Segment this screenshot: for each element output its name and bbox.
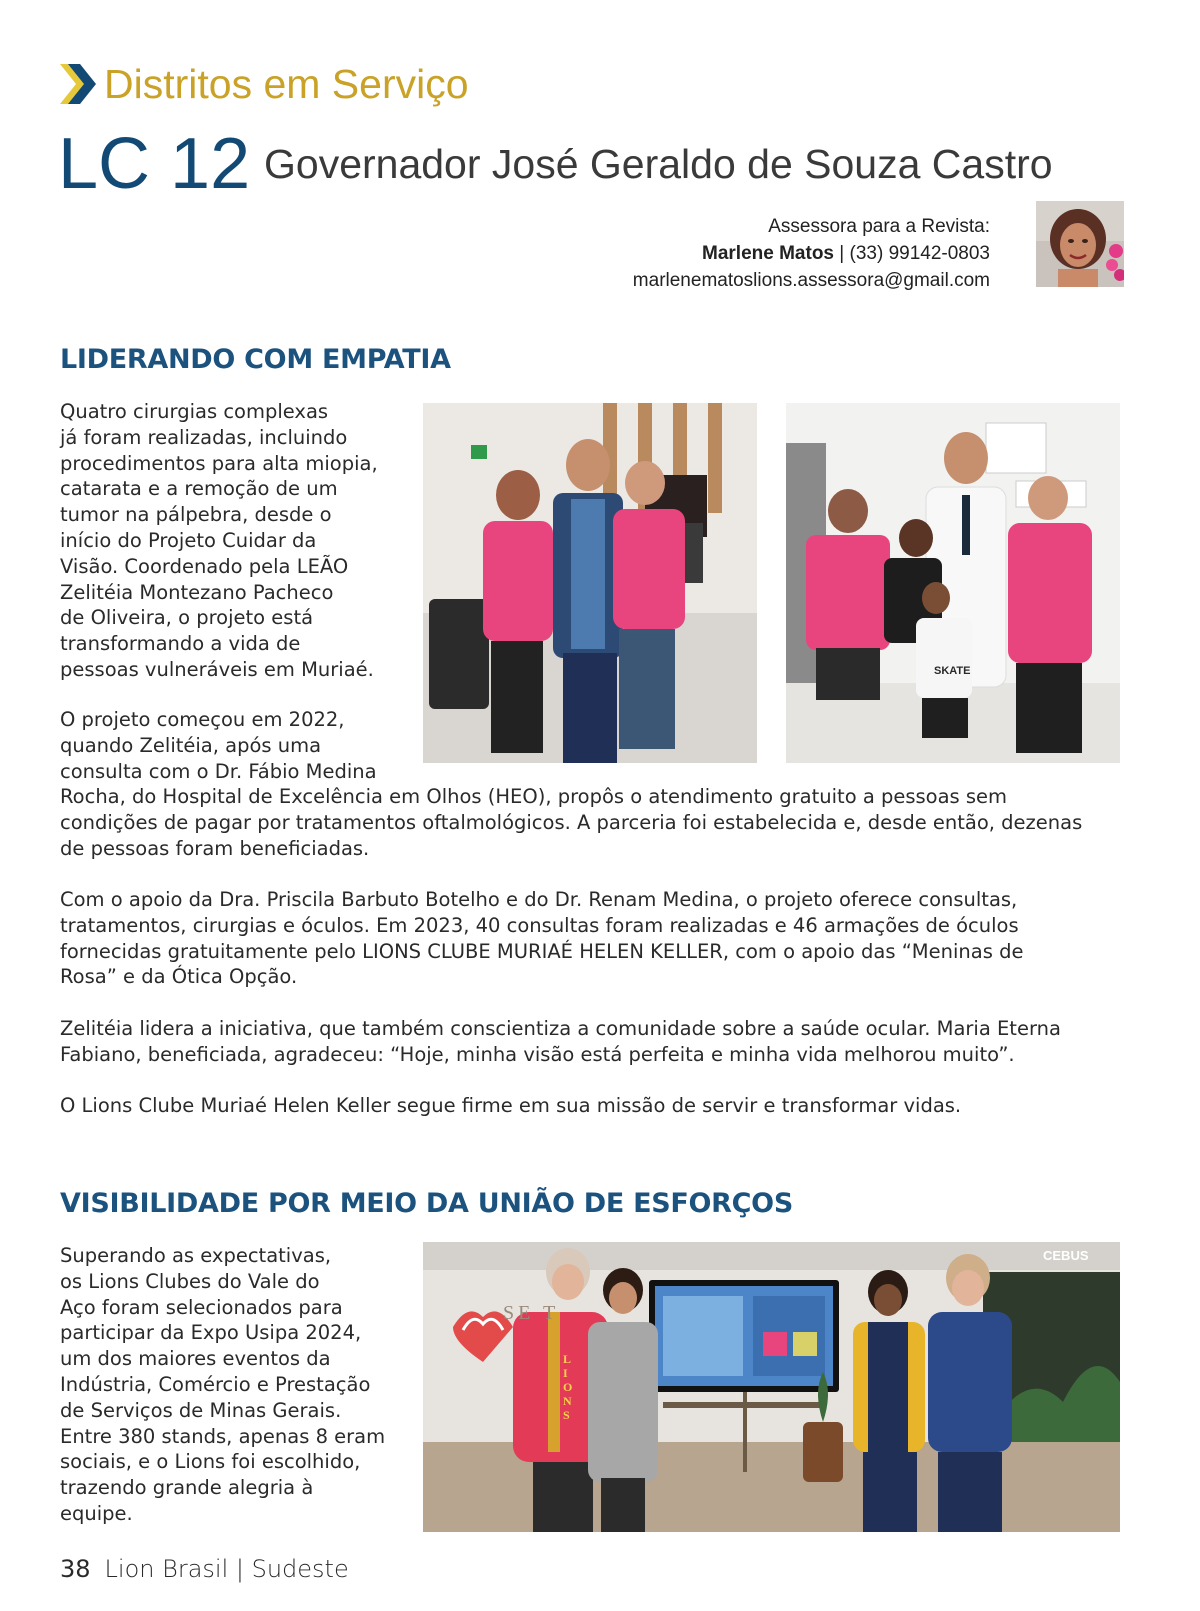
- text-line: Indústria, Comércio e Prestação: [60, 1372, 371, 1396]
- text-line: transformando a vida de: [60, 632, 301, 656]
- avatar: [1036, 201, 1124, 287]
- section-title: Distritos em Serviço: [104, 60, 469, 107]
- text-line: fornecidas gratuitamente pelo LIONS CLUBE MURIAÉ HELEN KELLER, com o apoio das “Meninas de: [60, 939, 1024, 963]
- text-line: já foram realizadas, incluindo: [60, 425, 348, 449]
- text-line: trazendo grande alegria à: [60, 1476, 314, 1500]
- article1-para2-end: [60, 784, 1140, 861]
- article2-para1: [60, 1243, 405, 1527]
- text-line: tumor na pálpebra, desde o: [60, 503, 332, 527]
- text-line: participar da Expo Usipa 2024,: [60, 1321, 362, 1345]
- contact-email[interactable]: marlenematoslions.assessora@gmail.com: [632, 270, 990, 291]
- article1-para2-start: [60, 707, 420, 784]
- text-line: Entre 380 stands, apenas 8 eram: [60, 1424, 386, 1448]
- text-line: de Oliveira, o projeto está: [60, 606, 314, 630]
- article1-para3: [60, 887, 1140, 990]
- article1-heading: LIDERANDO COM EMPATIA: [60, 344, 451, 375]
- contact-separator: |: [834, 243, 850, 264]
- photo-doctor-patients: [786, 403, 1120, 763]
- district-code: LC 12: [58, 124, 251, 204]
- text-line: um dos maiores eventos da: [60, 1347, 331, 1371]
- text-line: início do Projeto Cuidar da: [60, 528, 317, 552]
- contact-role: Assessora para a Revista:: [768, 216, 990, 237]
- article1-para5: [60, 1093, 1140, 1119]
- text-line: sociais, e o Lions foi escolhido,: [60, 1450, 361, 1474]
- contact-line: [633, 240, 990, 267]
- text-line: Quatro cirurgias complexas: [60, 400, 329, 423]
- governor-name: Governador José Geraldo de Souza Castro: [264, 141, 1053, 187]
- page-number: 38: [60, 1555, 91, 1583]
- text-line: condições de pagar por tratamentos oftalmológicos. A parceria foi estabelecida e, desde então, dezenas: [60, 810, 1083, 834]
- text-line: Rosa” e da Ótica Opção.: [60, 965, 298, 989]
- text-line: de Serviços de Minas Gerais.: [60, 1398, 342, 1422]
- section-header: [60, 58, 469, 110]
- text-line: catarata e a remoção de um: [60, 477, 338, 501]
- text-line: O projeto começou em 2022,: [60, 708, 345, 731]
- text-line: pessoas vulneráveis em Muriaé.: [60, 657, 374, 681]
- text-line: tratamentos, cirurgias e óculos. Em 2023, 40 consultas foram realizadas e 46 armações de óculos: [60, 913, 1019, 937]
- text-line: Superando as expectativas,: [60, 1244, 332, 1267]
- text-line: procedimentos para alta miopia,: [60, 451, 378, 475]
- photo-clinic-group: [423, 403, 757, 763]
- lions-sash-text: LIONS: [563, 1352, 573, 1422]
- text-line: Com o apoio da Dra. Priscila Barbuto Botelho e do Dr. Renam Medina, o projeto oferece consultas,: [60, 888, 1018, 911]
- text-line: quando Zelitéia, após uma: [60, 733, 322, 757]
- booth-sign: SE T: [503, 1302, 560, 1324]
- text-line: Fabiano, beneficiada, agradeceu: “Hoje, minha visão está perfeita e minha vida melhorou muito”.: [60, 1042, 1015, 1066]
- cebus-sign: CEBUS: [1043, 1248, 1089, 1263]
- chevron-right-icon: [60, 62, 98, 106]
- contact-block: [633, 213, 990, 294]
- text-line: Zelitéia lidera a iniciativa, que também conscientiza a comunidade sobre a saúde ocular. Maria Eterna: [60, 1017, 1061, 1040]
- photo-expo-booth: [423, 1242, 1120, 1532]
- contact-phone: (33) 99142-0803: [849, 243, 990, 264]
- text-line: Zelitéia Montezano Pacheco: [60, 580, 334, 604]
- contact-name: Marlene Matos: [702, 243, 834, 264]
- text-line: de pessoas foram beneficiadas.: [60, 836, 370, 860]
- text-line: Rocha, do Hospital de Excelência em Olhos (HEO), propôs o atendimento gratuito a pessoas sem: [60, 785, 1008, 808]
- text-line: O Lions Clube Muriaé Helen Keller segue firme em sua missão de servir e transformar vidas.: [60, 1094, 962, 1117]
- article2-heading: VISIBILIDADE POR MEIO DA UNIÃO DE ESFORÇOS: [60, 1188, 793, 1219]
- text-line: Visão. Coordenado pela LEÃO: [60, 554, 349, 578]
- article1-para1: [60, 399, 400, 683]
- text-line: Aço foram selecionados para: [60, 1295, 343, 1319]
- shirt-print: SKATE: [934, 665, 971, 677]
- publication-name: Lion Brasil | Sudeste: [104, 1555, 349, 1583]
- page-footer: [60, 1555, 349, 1583]
- text-line: os Lions Clubes do Vale do: [60, 1269, 320, 1293]
- text-line: equipe.: [60, 1501, 133, 1525]
- article1-para4: [60, 1016, 1140, 1068]
- text-line: consulta com o Dr. Fábio Medina: [60, 759, 377, 783]
